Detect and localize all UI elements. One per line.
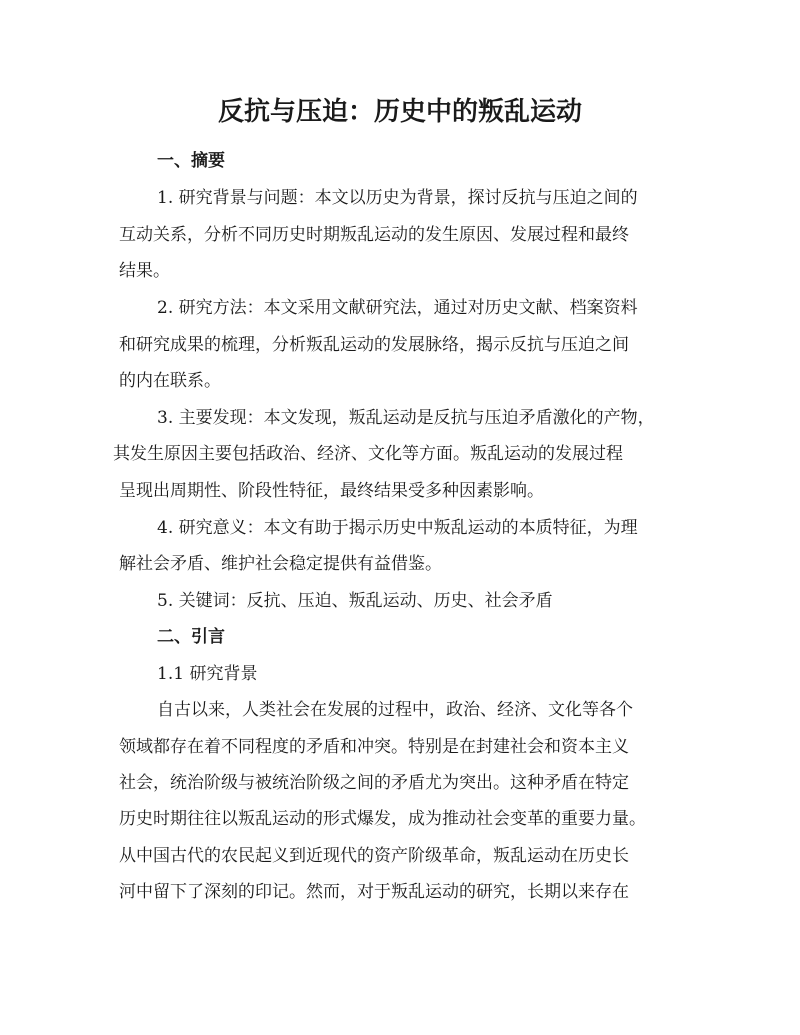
subsection-heading: 1.1 研究背景 (157, 664, 258, 684)
paragraph-line: 3. 主要发现：本文发现，叛乱运动是反抗与压迫矛盾激化的产物， (157, 408, 655, 428)
paragraph-line: 社会，统治阶级与被统治阶级之间的矛盾尤为突出。这种矛盾在特定 (119, 773, 629, 793)
paragraph-line: 4. 研究意义：本文有助于揭示历史中叛乱运动的本质特征，为理 (157, 518, 638, 538)
paragraph-line: 5. 关键词：反抗、压迫、叛乱运动、历史、社会矛盾 (157, 591, 553, 611)
abstract-heading: 一、摘要 (157, 151, 225, 171)
paragraph-line: 呈现出周期性、阶段性特征，最终结果受多种因素影响。 (119, 481, 544, 501)
intro-heading: 二、引言 (157, 627, 225, 647)
paragraph-line: 2. 研究方法：本文采用文献研究法，通过对历史文献、档案资料 (157, 298, 638, 318)
paragraph-line: 结果。 (119, 261, 170, 281)
paragraph-line: 从中国古代的农民起义到近现代的资产阶级革命，叛乱运动在历史长 (119, 846, 629, 866)
paragraph-line: 领域都存在着不同程度的矛盾和冲突。特别是在封建社会和资本主义 (119, 737, 629, 757)
paragraph-line: 自古以来，人类社会在发展的过程中，政治、经济、文化等各个 (157, 700, 633, 720)
paragraph-line: 的内在联系。 (119, 371, 221, 391)
paragraph-line: 其发生原因主要包括政治、经济、文化等方面。叛乱运动的发展过程 (113, 444, 623, 464)
paragraph-line: 和研究成果的梳理，分析叛乱运动的发展脉络，揭示反抗与压迫之间 (119, 335, 629, 355)
document-title: 反抗与压迫：历史中的叛乱运动 (217, 97, 582, 127)
paragraph-line: 1. 研究背景与问题：本文以历史为背景，探讨反抗与压迫之间的 (157, 188, 638, 208)
paragraph-line: 历史时期往往以叛乱运动的形式爆发，成为推动社会变革的重要力量。 (119, 809, 646, 829)
paragraph-line: 互动关系，分析不同历史时期叛乱运动的发生原因、发展过程和最终 (119, 225, 629, 245)
paragraph-line: 解社会矛盾、维护社会稳定提供有益借鉴。 (119, 554, 442, 574)
paragraph-line: 河中留下了深刻的印记。然而，对于叛乱运动的研究，长期以来存在 (119, 882, 629, 902)
